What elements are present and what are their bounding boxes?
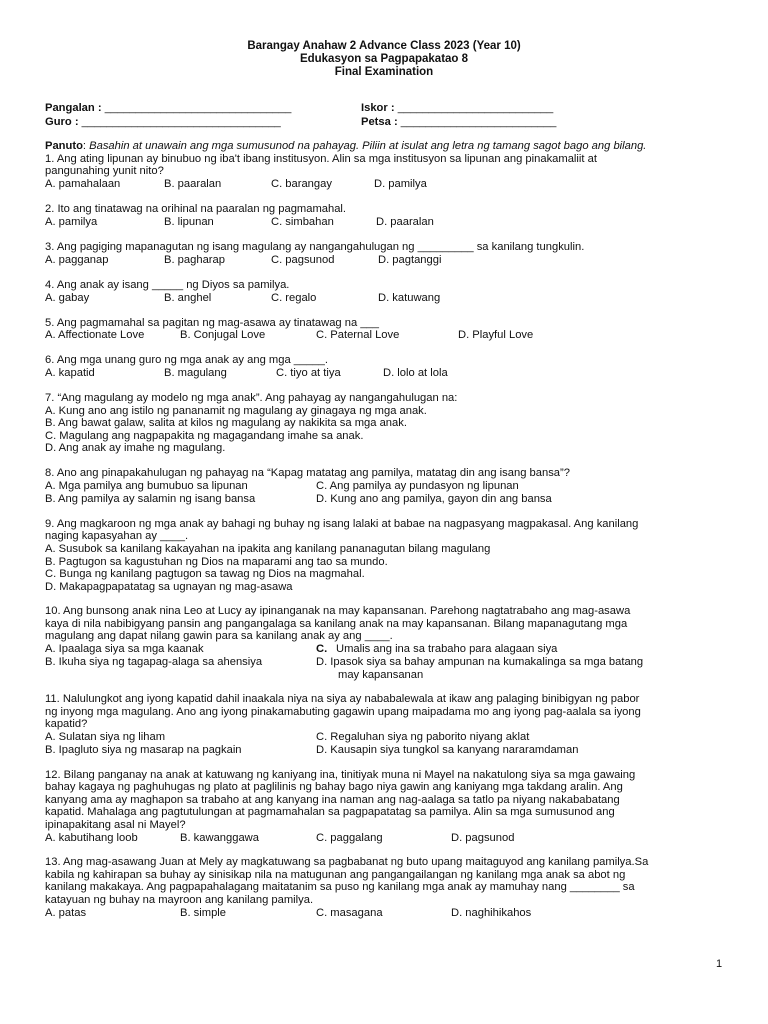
option-a: A. pagganap (45, 254, 109, 266)
header-exam-title: Final Examination (334, 66, 434, 78)
option-d: D. katuwang (378, 292, 441, 304)
option-c: C. pagsunod (271, 254, 335, 266)
option-c: C. Paternal Love (316, 329, 400, 341)
option-d: D. Kausapin siya tungkol sa kanyang nararamdaman (316, 744, 579, 756)
question-text: 12. Bilang panganay na anak at katuwang ng kaniyang ina, tinitiyak muna ni Mayel na nakatulong siya sa mga gawaing (45, 769, 636, 781)
option-a: A. Kung ano ang istilo ng pananamit ng magulang ay ginagaya ng mga anak. (45, 405, 427, 417)
iskor-field (361, 102, 553, 115)
option-a: A. Mga pamilya ang bumubuo sa lipunan (45, 480, 248, 492)
pangalan-blank: ______________________________ (104, 102, 292, 114)
option-c: C. Magulang ang nagpapakita ng magagandang imahe sa anak. (45, 430, 364, 442)
question-text: 4. Ang anak ay isang _____ ng Diyos sa pamilya. (45, 279, 290, 291)
option-c: C. Regaluhan siya ng paborito niyang aklat (316, 731, 530, 743)
option-c: C. paggalang (316, 832, 383, 844)
question-text: 2. Ito ang tinatawag na orihinal na paaralan ng pagmamahal. (45, 203, 347, 215)
option-b: B. Conjugal Love (180, 329, 266, 341)
instructions-label: Panuto (45, 140, 83, 152)
option-d: D. pamilya (374, 178, 427, 190)
option-d: D. paaralan (376, 216, 434, 228)
question-text: ng inyong mga magulang. Ano ang iyong pinakamabuting gagawin upang maipadama mo ang iyong pag-aalala sa iyong (45, 706, 641, 718)
petsa-label: Petsa : (361, 116, 398, 128)
question-text: 11. Nalulungkot ang iyong kapatid dahil inaakala niya na siya ay nababalewala at ikaw ang palaging binibigyan ng pabor (45, 693, 640, 705)
option-d: D. Ipasok siya sa bahay ampunan na kumakalinga sa mga batang (316, 656, 644, 668)
option-b: B. lipunan (164, 216, 214, 228)
question-text: ipinapakitang asal ni Mayel? (45, 819, 186, 831)
option-a: A. Affectionate Love (45, 329, 145, 341)
question-text: magulang ang dapat nilang gawin para sa kanilang anak ay ang ____. (45, 630, 393, 642)
option-c: Umalis ang ina sa trabaho para alagaan siya (336, 643, 558, 655)
guro-label: Guro : (45, 116, 79, 128)
guro-field (45, 116, 281, 129)
option-c: C. masagana (316, 907, 383, 919)
page-number: 1 (716, 958, 723, 970)
petsa-blank: _________________________ (400, 116, 557, 128)
iskor-blank: _________________________ (397, 102, 554, 114)
option-b: B. magulang (164, 367, 227, 379)
instructions-text: Basahin at unawain ang mga sumusunod na pahayag. Piliin at isulat ang letra ng tamang sagot bago ang bilang. (89, 140, 647, 152)
instructions-colon: : (82, 140, 87, 152)
question-text: 13. Ang mag-asawang Juan at Mely ay magkatuwang sa pagbabanat ng buto upang maitaguyod ang kanilang pamilya.Sa (45, 856, 649, 868)
option-b: B. Ang pamilya ay salamin ng isang bansa (45, 493, 256, 505)
option-d: D. pagtanggi (378, 254, 442, 266)
header-school: Barangay Anahaw 2 Advance Class 2023 (Year 10) (247, 40, 521, 52)
option-b: B. anghel (164, 292, 212, 304)
option-a: A. kabutihang loob (45, 832, 138, 844)
option-b: B. Ikuha siya ng tagapag-alaga sa ahensiya (45, 656, 263, 668)
option-b: B. paaralan (164, 178, 222, 190)
instructions (45, 140, 646, 153)
option-a: A. Sulatan siya ng liham (45, 731, 166, 743)
option-b: B. Ang bawat galaw, salita at kilos ng magulang ay nakikita sa mga anak. (45, 417, 407, 429)
question-text: 3. Ang pagiging mapanagutan ng isang magulang ay nangangahulugan ng _________ sa kanilang tungkulin. (45, 241, 585, 253)
question-text: bahay kagaya ng paghuhugas ng plato at paglilinis ng bahay bago niya gawin ang kaniyang mga takdang aralin. Ang (45, 781, 623, 793)
option-b: B. Pagtugon sa kagustuhan ng Dios na maparami ang tao sa mundo. (45, 556, 388, 568)
option-a: A. Susubok sa kanilang kakayahan na ipakita ang kanilang pananagutan bilang magulang (45, 543, 491, 555)
option-a: A. patas (45, 907, 87, 919)
guro-blank: ________________________________ (81, 116, 281, 128)
option-c: C. Ang pamilya ay pundasyon ng lipunan (316, 480, 519, 492)
option-c: C. barangay (271, 178, 332, 190)
option-d: D. Ang anak ay imahe ng magulang. (45, 442, 226, 454)
option-b: B. pagharap (164, 254, 225, 266)
option-d-continued: may kapansanan (338, 669, 424, 681)
question-text: kanilang makakaya. Ang pagpapahalagang maitatanim sa puso ng kanilang mga anak ay mamuhay nang ________ sa (45, 881, 635, 893)
option-d: D. Playful Love (458, 329, 534, 341)
option-c: C. regalo (271, 292, 317, 304)
question-text: pangunahing yunit nito? (45, 165, 164, 177)
option-c: C. Bunga ng kanilang pagtugon sa tawag ng Dios na magmahal. (45, 568, 365, 580)
option-a: A. kapatid (45, 367, 95, 379)
iskor-label: Iskor : (361, 102, 395, 114)
question-text: kapatid? (45, 718, 88, 730)
question-text: 6. Ang mga unang guro ng mga anak ay ang mga _____. (45, 354, 329, 366)
question-text: 10. Ang bunsong anak nina Leo at Lucy ay ipinanganak na may kapansanan. Parehong nagtatrabaho ang mag-asawa (45, 605, 631, 617)
question-text: katayuan ng buhay na mayroon ang kanilang pamilya. (45, 894, 314, 906)
question-text: 8. Ano ang pinapakahulugan ng pahayag na “Kapag matatag ang pamilya, matatag din ang isang bansa”? (45, 467, 570, 479)
question-text: 1. Ang ating lipunan ay binubuo ng iba't ibang institusyon. Alin sa mga institusyon sa lipunan ang pinakamaliit at (45, 153, 597, 165)
pangalan-field (45, 102, 291, 115)
option-d: D. pagsunod (451, 832, 515, 844)
question-text: kabila ng kahirapan sa buhay ay sinisikap nila na matugunan ang pangangailangan ng kanilang mga anak sa abot ng (45, 869, 626, 881)
question-text: kaya di nila nabibigyang pansin ang pangangalaga sa kanilang anak na may kapansanan. Bilang mapanagutang mga (45, 618, 628, 630)
option-d: D. naghihikahos (451, 907, 532, 919)
option-b: B. Ipagluto siya ng masarap na pagkain (45, 744, 242, 756)
option-d: D. Kung ano ang pamilya, gayon din ang bansa (316, 493, 552, 505)
option-c: C. simbahan (271, 216, 334, 228)
option-a: A. pamilya (45, 216, 98, 228)
option-b: B. simple (180, 907, 227, 919)
question-text: 5. Ang pagmamahal sa pagitan ng mag-asawa ay tinatawag na ___ (45, 317, 379, 329)
header-subject: Edukasyon sa Pagpapakatao 8 (299, 53, 469, 65)
option-c: C. tiyo at tiya (276, 367, 341, 379)
option-b: B. kawanggawa (180, 832, 259, 844)
option-a: A. pamahalaan (45, 178, 121, 190)
petsa-field (361, 116, 556, 129)
question-text: 7. “Ang magulang ay modelo ng mga anak”. Ang pahayag ay nangangahulugan na: (45, 392, 458, 404)
option-a: A. gabay (45, 292, 90, 304)
option-c-letter: C. (316, 643, 328, 655)
question-text: 9. Ang magkaroon ng mga anak ay bahagi ng buhay ng isang lalaki at babae na nagpasyang magpakasal. Ang kanilang (45, 518, 639, 530)
question-text: naging kapasyahan ay ____. (45, 530, 189, 542)
pangalan-label: Pangalan : (45, 102, 102, 114)
option-a: A. Ipaalaga siya sa mga kaanak (45, 643, 204, 655)
question-text: kanyang ama ay maghapon sa trabaho at ang kanyang ina naman ang nag-aalaga sa tatlo pa niyang nakababatang (45, 794, 620, 806)
option-d: D. Makapagpapatatag sa ugnayan ng mag-asawa (45, 581, 293, 593)
option-d: D. lolo at lola (383, 367, 448, 379)
question-text: kapatid. Mahalaga ang pagtutulungan at pagmamahalan sa pagpapatatag sa pamilya. Alin sa mga sumusunod ang (45, 806, 615, 818)
